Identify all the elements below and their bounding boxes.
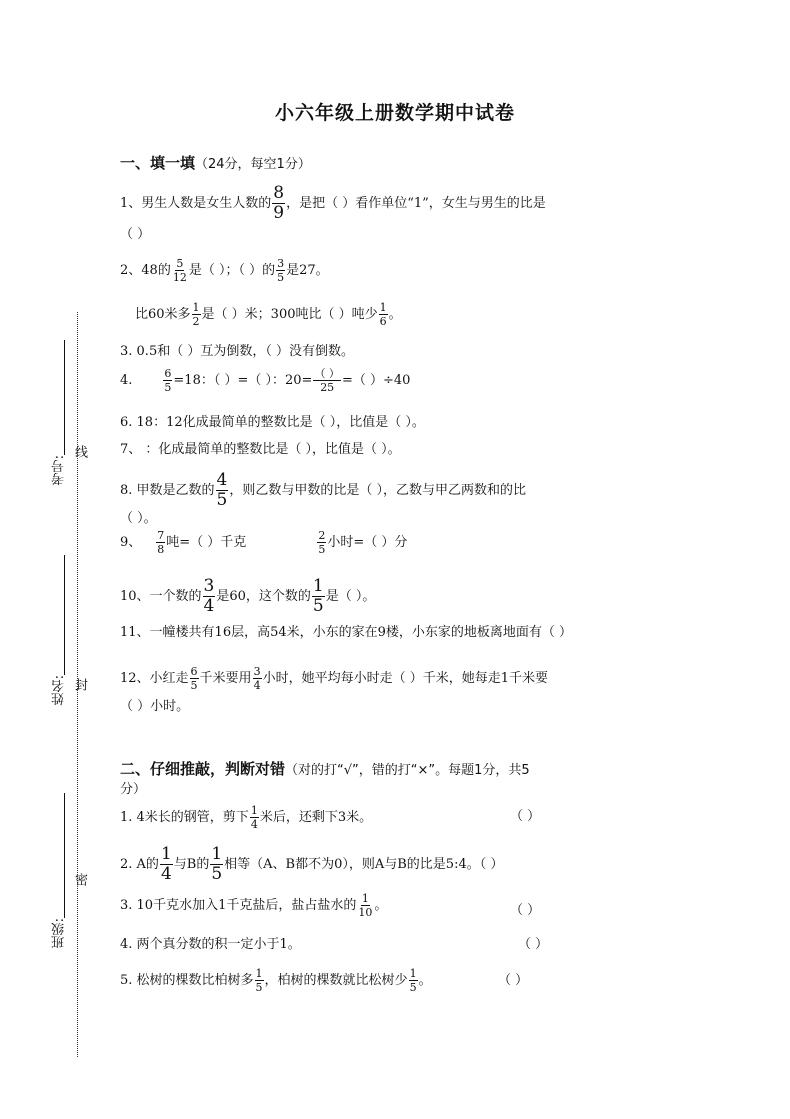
question-4: 4. $\frac{6}{5}$ =18：（ ）=（ ）：20= $\frac{( )}{25}$ =（ ）÷40: [120, 367, 411, 394]
question-1-cont: （ ）: [120, 227, 151, 242]
exam-no-label: 考号:: [52, 455, 67, 486]
judge-5-answer: （ ）: [498, 973, 529, 988]
seal-mark-feng: 封: [72, 678, 87, 691]
section2-note-cont: 分）: [120, 782, 147, 797]
question-8: 8. 甲数是乙数的 $\frac{4}{5}$ ，则乙数与甲数的比是（ ），乙数与甲乙两数和的比: [120, 470, 527, 510]
question-9: 9、 $\frac{7}{8}$ 吨=（ ）千克 $\frac{2}{5}$ 小时=（ ）分: [120, 529, 408, 556]
section2-heading: 二、仔细推敲，判断对错（对的打“√”，错的打“×”。每题1分，共5: [120, 760, 530, 778]
question-2: 2、48的 $\frac{5}{12}$ 是（ ）；（ ）的 $\frac{3}{5}$ 是27。: [120, 257, 329, 284]
judge-4-answer: （ ）: [518, 937, 549, 952]
question-8-cont: （ ）。: [120, 511, 157, 526]
judge-2: 2. A的 $\frac{1}{4}$ 与B的 $\frac{1}{5}$ 相等（A、B都不为0），则A与B的比是5:4。（ ）: [120, 844, 504, 884]
seal-mark-xian: 线: [72, 445, 87, 458]
class-label: 班级:: [52, 918, 67, 949]
judge-1-answer: （ ）: [510, 809, 541, 824]
judge-3-answer: （ ）: [510, 903, 541, 918]
section1-heading: 一、填一填（24分，每空1分）: [120, 154, 311, 172]
judge-4: 4. 两个真分数的积一定小于1。: [120, 937, 301, 952]
question-12-cont: （ ）小时。: [120, 699, 190, 714]
question-11: 11、一幢楼共有16层，高54米，小东的家在9楼，小东家的地板离地面有（ ）: [120, 625, 573, 640]
question-7: 7、 ：化成最简单的整数比是（ ），比值是（ ）。: [120, 442, 401, 457]
question-1: 1、男生人数是女生人数的 $\frac{8}{9}$ ，是把（ ）看作单位“1”，女生与男生的比是: [120, 183, 546, 223]
question-12: 12、小红走 $\frac{6}{5}$ 千米要用 $\frac{3}{4}$ 小时，她平均每小时走（ ）千米，她每走1千米要: [120, 665, 548, 692]
question-10: 10、一个数的 $\frac{3}{4}$ 是60，这个数的 $\frac{1}{5}$ 是（ ）。: [120, 576, 376, 616]
question-2b: 比60米多 $\frac{1}{2}$ 是（ ）米；300吨比（ ）吨少 $\frac{1}{6}$ 。: [135, 301, 402, 328]
seal-mark-mi: 密: [72, 873, 87, 886]
name-label: 姓名:: [52, 675, 67, 706]
name-line: [64, 555, 65, 675]
question-3: 3. 0.5和（ ）互为倒数，（ ）没有倒数。: [120, 344, 354, 359]
question-6: 6. 18：12化成最简单的整数比是（ ），比值是（ ）。: [120, 415, 425, 430]
page-title: 小六年级上册数学期中试卷: [274, 102, 515, 124]
exam-no-line: [64, 340, 65, 455]
judge-1: 1. 4米长的钢管，剪下 $\frac{1}{4}$ 米后，还剩下3米。: [120, 804, 373, 831]
judge-5: 5. 松树的棵数比柏树多 $\frac{1}{5}$ ，柏树的棵数就比松树少 $\frac{1}{5}$ 。: [120, 967, 432, 994]
class-line: [64, 793, 65, 918]
judge-3: 3. 10千克水加入1千克盐后，盐占盐水的 $\frac{1}{10}$ 。: [120, 892, 388, 919]
